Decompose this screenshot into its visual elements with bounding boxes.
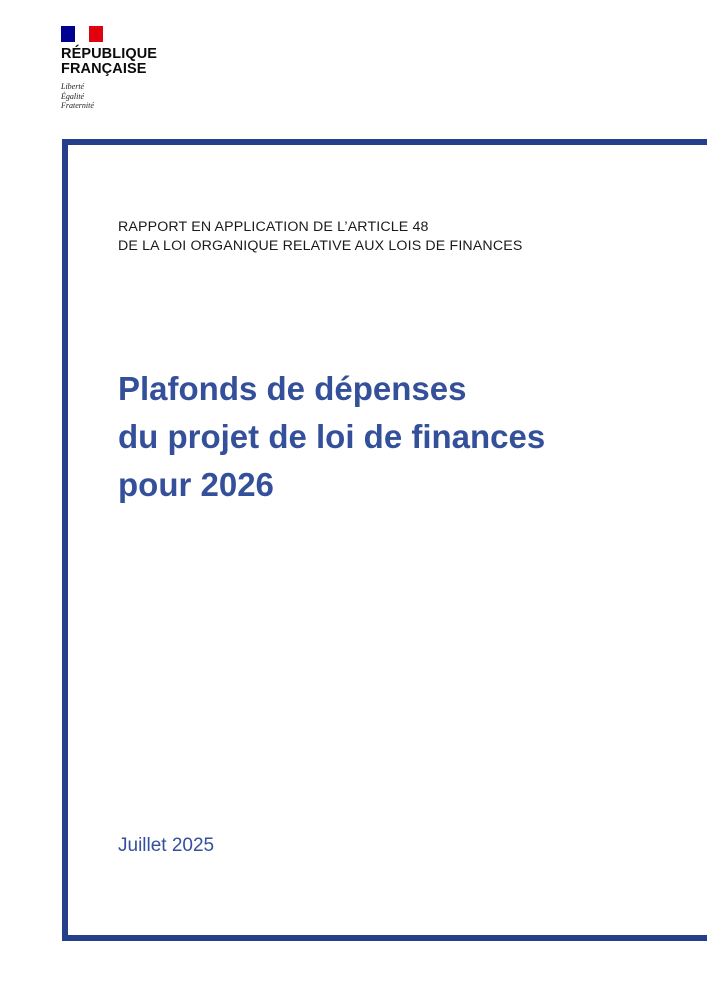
motto-liberte: Liberté (61, 82, 85, 91)
document-title-line-1: Plafonds de dépenses (118, 370, 467, 407)
logo-name-line-2: FRANÇAISE (61, 61, 147, 77)
publication-date: Juillet 2025 (118, 835, 215, 856)
logo-wordmark (61, 47, 157, 77)
flag-white-band (75, 26, 89, 42)
report-subtitle-line-1: RAPPORT EN APPLICATION DE L’ARTICLE 48 (118, 219, 429, 235)
motto-egalite: Égalité (61, 91, 85, 101)
flag-red-band (89, 26, 103, 42)
motto-fraternite: Fraternité (61, 101, 94, 110)
report-subtitle-line-2: DE LA LOI ORGANIQUE RELATIVE AUX LOIS DE FINANCES (118, 238, 523, 254)
logo-motto (61, 82, 94, 111)
logo-name-line-1: RÉPUBLIQUE (61, 46, 158, 62)
flag-blue-band (61, 26, 75, 42)
french-flag-icon (61, 26, 103, 42)
document-title-line-2: du projet de loi de finances (118, 418, 546, 455)
cover-frame (62, 139, 707, 941)
document-title-line-3: pour 2026 (118, 466, 274, 503)
